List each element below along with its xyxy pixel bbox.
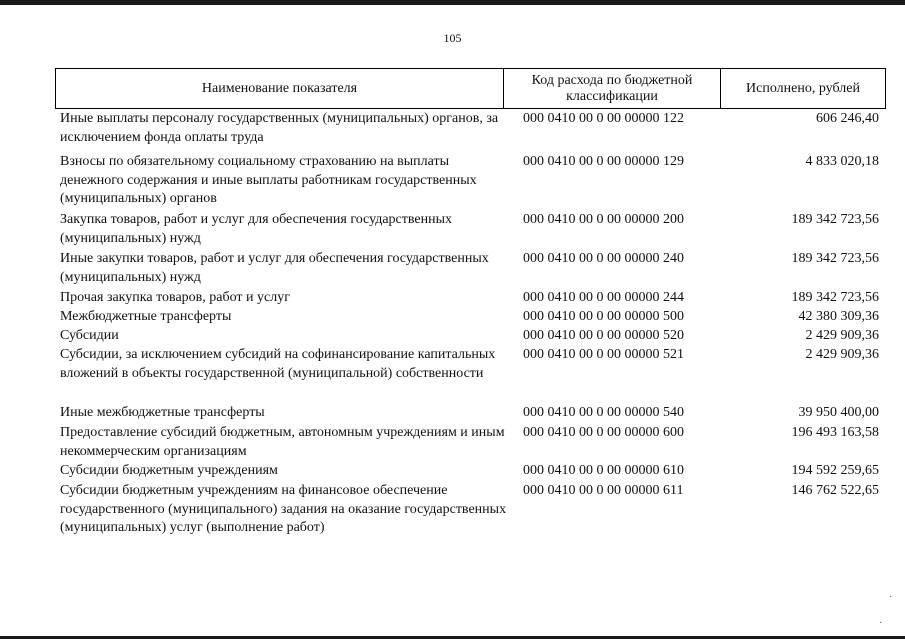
row-code: 000 0410 00 0 00 00000 244 (523, 290, 684, 305)
row-name: Иные межбюджетные трансферты (60, 405, 265, 420)
header-amount: Исполнено, рублей (720, 69, 885, 108)
row-name: Взносы по обязательному социальному страхованию на выплаты денежного содержания и иные выплаты работникам государственных (муниципальных) органов (60, 154, 477, 206)
row-amount: 4 833 020,18 (805, 154, 879, 169)
page-number: 105 (443, 31, 462, 45)
header-code: Код расхода по бюджетной классификации (503, 69, 720, 108)
row-name: Предоставление субсидий бюджетным, автономным учреждениям и иным некоммерческим организациям (60, 425, 505, 459)
row-name: Субсидии бюджетным учреждениям (60, 463, 278, 478)
row-amount: 194 592 259,65 (791, 463, 879, 478)
row-code: 000 0410 00 0 00 00000 540 (523, 405, 684, 420)
row-code: 000 0410 00 0 00 00000 122 (523, 111, 684, 126)
row-name: Межбюджетные трансферты (60, 309, 232, 324)
row-amount: 2 429 909,36 (805, 328, 879, 343)
row-amount: 189 342 723,56 (791, 290, 879, 305)
scan-speck: · (889, 592, 893, 603)
row-code: 000 0410 00 0 00 00000 500 (523, 309, 684, 324)
row-code: 000 0410 00 0 00 00000 200 (523, 212, 684, 227)
row-name: Субсидии, за исключением субсидий на софинансирование капитальных вложений в объекты государственной (муниципальной) собственности (60, 347, 496, 381)
table-header (55, 68, 886, 109)
row-name: Иные выплаты персоналу государственных (муниципальных) органов, за исключением фонда оплаты труда (60, 111, 499, 145)
scan-speck: · (879, 618, 883, 629)
top-border (0, 0, 905, 5)
row-name: Субсидии (60, 328, 119, 343)
header-name: Наименование показателя (201, 80, 358, 96)
row-code: 000 0410 00 0 00 00000 600 (523, 425, 684, 440)
row-amount: 606 246,40 (816, 111, 879, 126)
row-name: Субсидии бюджетным учреждениям на финансовое обеспечение государственного (муниципального) задания на оказание государственных (муниципальных) услуг (выполнение работ) (60, 483, 507, 535)
row-amount: 42 380 309,36 (798, 309, 879, 324)
row-amount: 39 950 400,00 (798, 405, 879, 420)
row-amount: 189 342 723,56 (791, 251, 879, 266)
row-name: Прочая закупка товаров, работ и услуг (60, 290, 290, 305)
row-code: 000 0410 00 0 00 00000 129 (523, 154, 684, 169)
row-amount: 2 429 909,36 (805, 347, 879, 362)
row-amount: 189 342 723,56 (791, 212, 879, 227)
row-code: 000 0410 00 0 00 00000 521 (523, 347, 684, 362)
row-amount: 146 762 522,65 (791, 483, 879, 498)
row-name: Закупка товаров, работ и услуг для обеспечения государственных (муниципальных) нужд (60, 212, 453, 246)
row-code: 000 0410 00 0 00 00000 520 (523, 328, 684, 343)
row-code: 000 0410 00 0 00 00000 610 (523, 463, 684, 478)
row-code: 000 0410 00 0 00 00000 240 (523, 251, 684, 266)
row-name: Иные закупки товаров, работ и услуг для обеспечения государственных (муниципальных) нужд (60, 251, 489, 285)
bottom-border (0, 636, 905, 639)
row-amount: 196 493 163,58 (791, 425, 879, 440)
row-code: 000 0410 00 0 00 00000 611 (523, 483, 684, 498)
